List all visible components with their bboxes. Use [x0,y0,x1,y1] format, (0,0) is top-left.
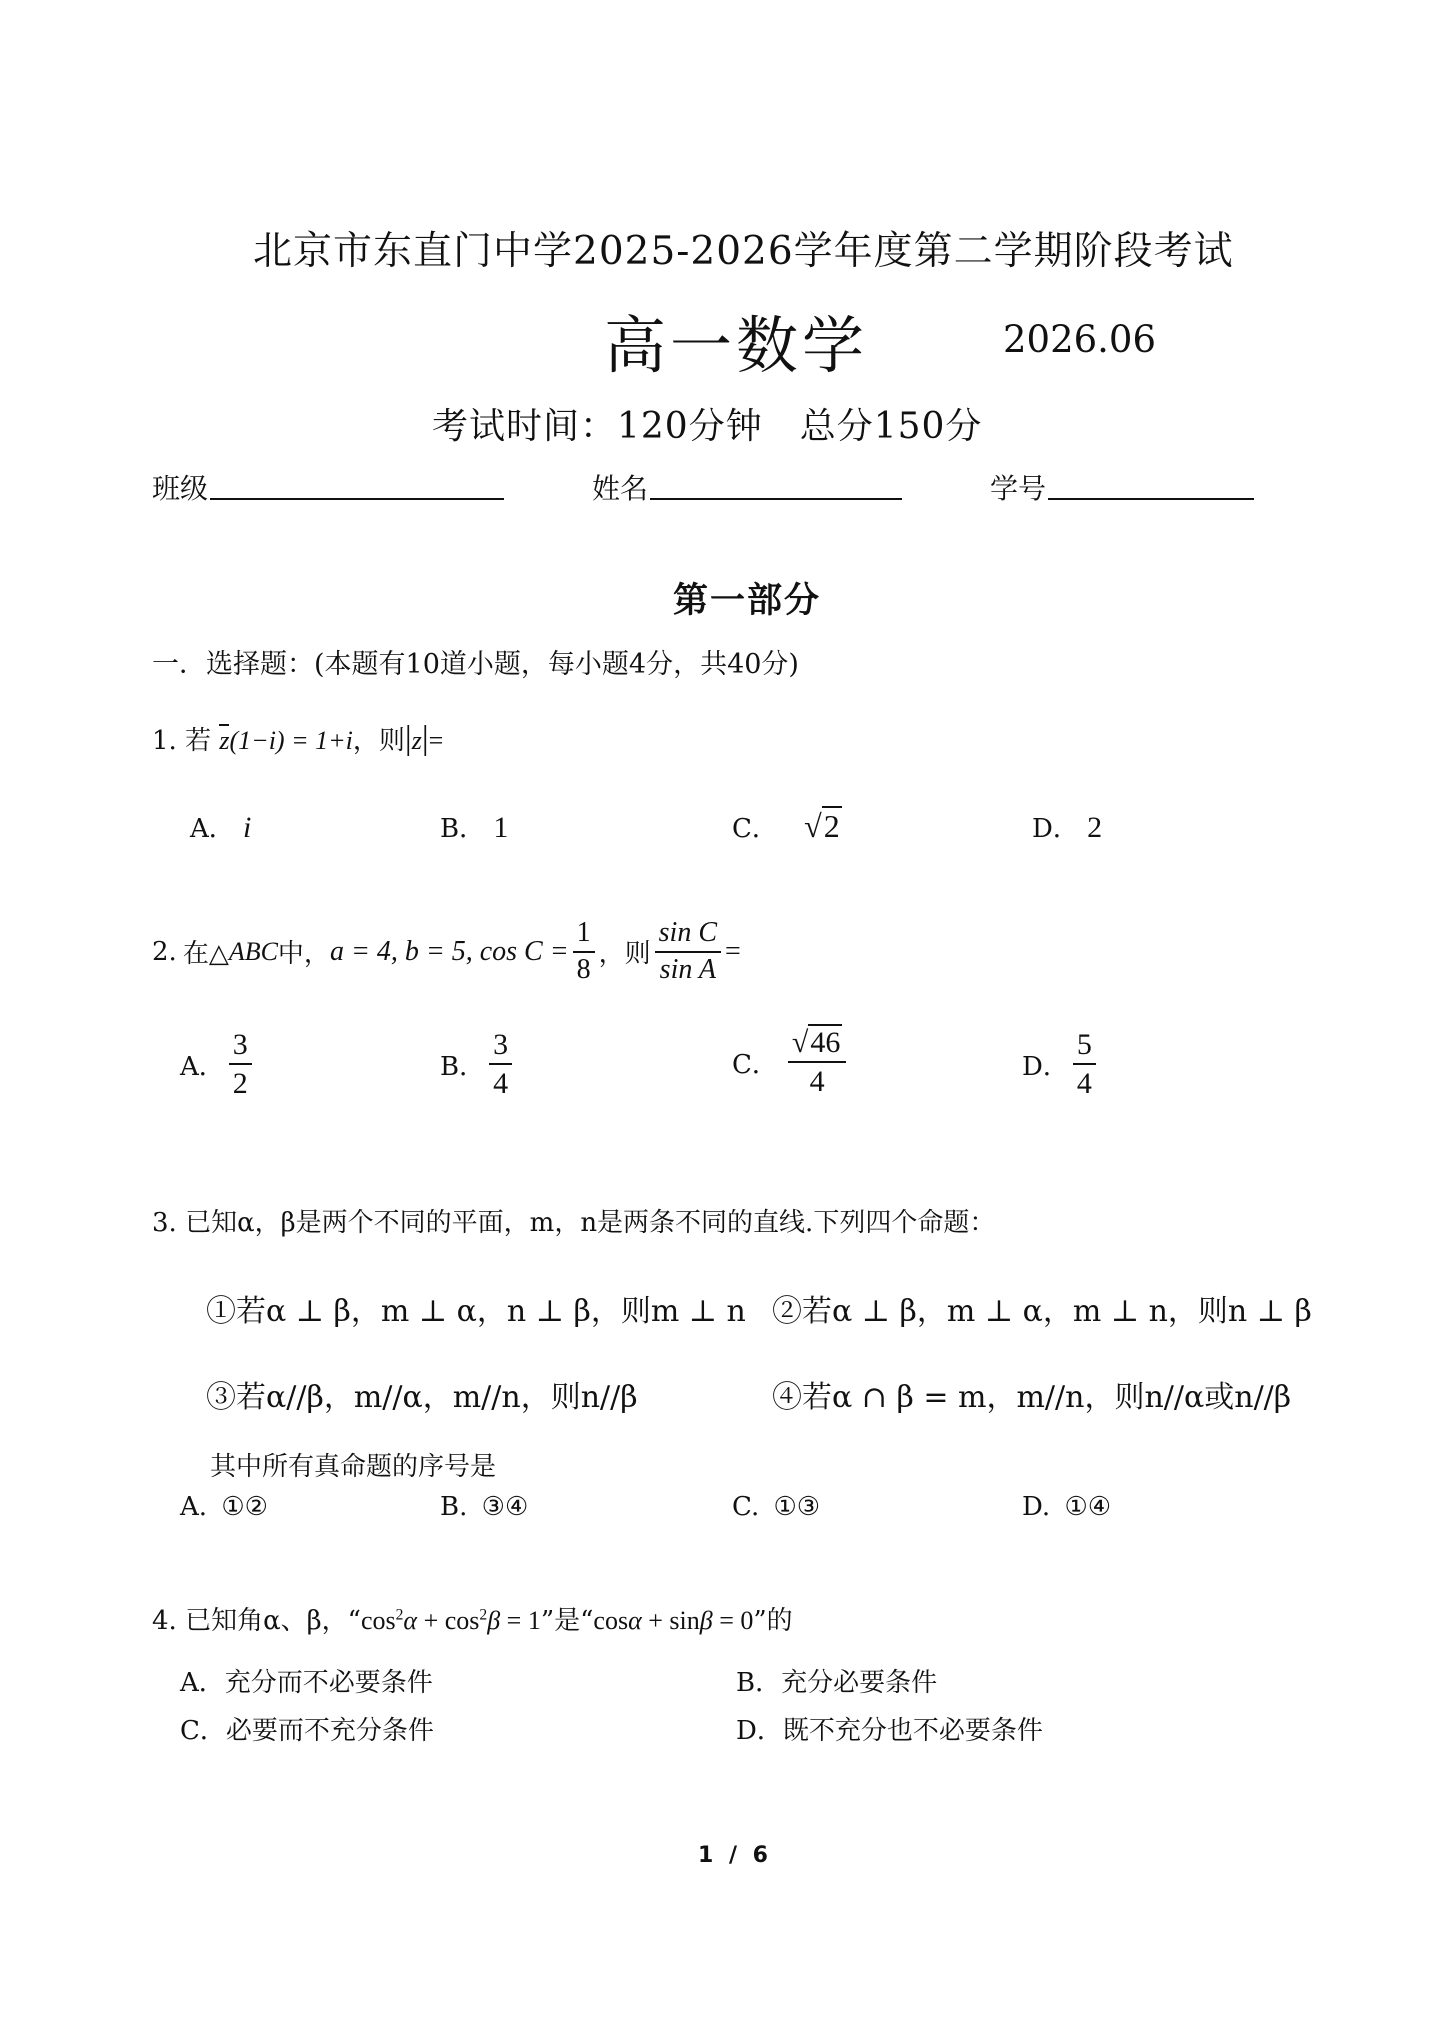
q4-option-c[interactable] [180,1710,434,1747]
option-label: D． [736,1716,783,1746]
question-number: 2. [152,936,177,967]
option-fraction: $\frac{√46}{4}$ [788,1026,846,1098]
exam-info: 考试时间：120分钟 总分150分 [432,406,983,447]
q1-option-d[interactable] [1032,808,1102,845]
option-value: 既不充分也不必要条件 [782,1716,1043,1746]
student-id-label: 学号 [990,472,1047,505]
option-value: ①④ [1064,1492,1112,1522]
option-label: C． [732,1049,778,1080]
option-label: A． [190,814,235,844]
option-value: ①② [221,1492,268,1522]
question-text: 若 [185,726,212,756]
option-value: ③④ [481,1492,529,1522]
option-label: C． [732,814,778,844]
q2-option-b[interactable] [440,1028,516,1100]
option-label: A． [180,1668,225,1698]
q4-option-b[interactable] [736,1662,937,1699]
q3-option-d[interactable] [1022,1492,1111,1522]
question-text: 中， [277,939,330,970]
option-value: i [243,811,252,844]
class-label: 班级 [152,472,209,505]
q3-option-b[interactable] [440,1492,528,1522]
fraction-one-eighth: $\frac{1}{8}$ [573,918,595,986]
option-label: C. [732,1492,760,1522]
page-number: 1 / 6 [698,1843,772,1868]
condition-q: cosα + sinβ = 0 [593,1606,754,1635]
q4-option-a[interactable] [180,1662,433,1699]
sqrt-symbol: √46 [791,1026,841,1059]
option-value: 充分而不必要条件 [224,1668,433,1698]
modulus-z: z [411,726,422,755]
part-title: 第一部分 [673,580,822,621]
equals-sign: = [725,935,741,967]
option-value: ①③ [773,1492,821,1522]
sine-ratio: $\frac{\text{sin C}}{\text{sin A}}$ [655,918,721,986]
question-text: ”的 [753,1606,793,1636]
option-label: D． [1032,814,1079,844]
equals-sign: = [428,726,444,755]
q2-option-c[interactable] [732,1026,850,1098]
q3-option-c[interactable] [732,1492,820,1522]
question-3-prompt: 其中所有真命题的序号是 [210,1452,497,1482]
option-value: 必要而不充分条件 [225,1716,434,1746]
q4-option-d[interactable] [736,1710,1043,1747]
option-label: D． [1022,1051,1069,1082]
option-label: A． [180,1051,225,1082]
name-blank[interactable] [650,498,902,500]
question-text: ，则 [352,726,405,756]
question-4-stem [152,1600,793,1637]
question-number: 1. [152,726,177,756]
student-id-blank[interactable] [1048,498,1254,500]
sqrt-symbol: √2 [804,808,840,844]
question-text: 在△ [182,939,229,970]
statement-4: ④若α ∩ β = m，m//n，则n//α或n//β [772,1380,1292,1415]
option-fraction: $\frac{5}{4}$ [1073,1028,1096,1100]
statement-3: ③若α//β，m//α，m//n，则n//β [206,1380,638,1415]
class-blank[interactable] [210,498,504,500]
question-3-stem: 3. 已知α，β是两个不同的平面，m，n是两条不同的直线.下列四个命题： [152,1208,996,1238]
q2-option-d[interactable] [1022,1028,1100,1100]
z-conjugate: z [219,726,230,755]
exam-date: 2026.06 [1003,318,1157,361]
option-label: B． [440,814,486,844]
question-text: ”是“ [540,1606,594,1636]
q1-option-b[interactable] [440,808,508,845]
question-2-stem [152,918,741,986]
option-label: D. [1022,1492,1051,1522]
option-label: B. [440,1492,468,1522]
option-value: 2 [823,808,840,844]
q1-option-a[interactable] [190,808,251,845]
q2-option-a[interactable] [180,1028,256,1100]
statement-2: ②若α ⊥ β，m ⊥ α，m ⊥ n，则n ⊥ β [772,1294,1312,1329]
statement-1: ①若α ⊥ β，m ⊥ α，n ⊥ β，则m ⊥ n [206,1294,746,1329]
question-1-stem: 1. 若 z(1−i) = 1+i，则|z|= [152,720,444,757]
option-label: B． [736,1668,782,1698]
option-fraction: $\frac{3}{4}$ [489,1028,512,1100]
condition-expression: a = 4, b = 5, cos C = [329,935,569,967]
condition-p: $\cos^2\alpha + \cos^2\beta = 1$ [360,1606,541,1635]
option-label: C． [180,1716,226,1746]
exam-title: 北京市东直门中学2025-2026学年度第二学期阶段考试 [253,229,1234,274]
section-heading: 一．选择题：(本题有10道小题，每小题4分，共40分) [152,649,799,680]
triangle-name: ABC [228,936,278,966]
option-fraction: $\frac{3}{2}$ [229,1028,252,1100]
option-value: 2 [1087,811,1103,844]
option-label: A. [180,1492,208,1522]
question-text: 4. 已知角α、β，“ [152,1606,361,1636]
name-label: 姓名 [592,472,649,505]
option-value: 1 [493,811,509,844]
q3-option-a[interactable] [180,1492,268,1522]
option-value: 充分必要条件 [781,1668,938,1698]
subject-title: 高一数学 [604,309,869,382]
option-label: B． [440,1051,486,1082]
math-expression: (1−i) = 1+i [229,726,353,755]
q1-option-c[interactable] [732,808,842,845]
question-text: ，则 [598,939,651,970]
